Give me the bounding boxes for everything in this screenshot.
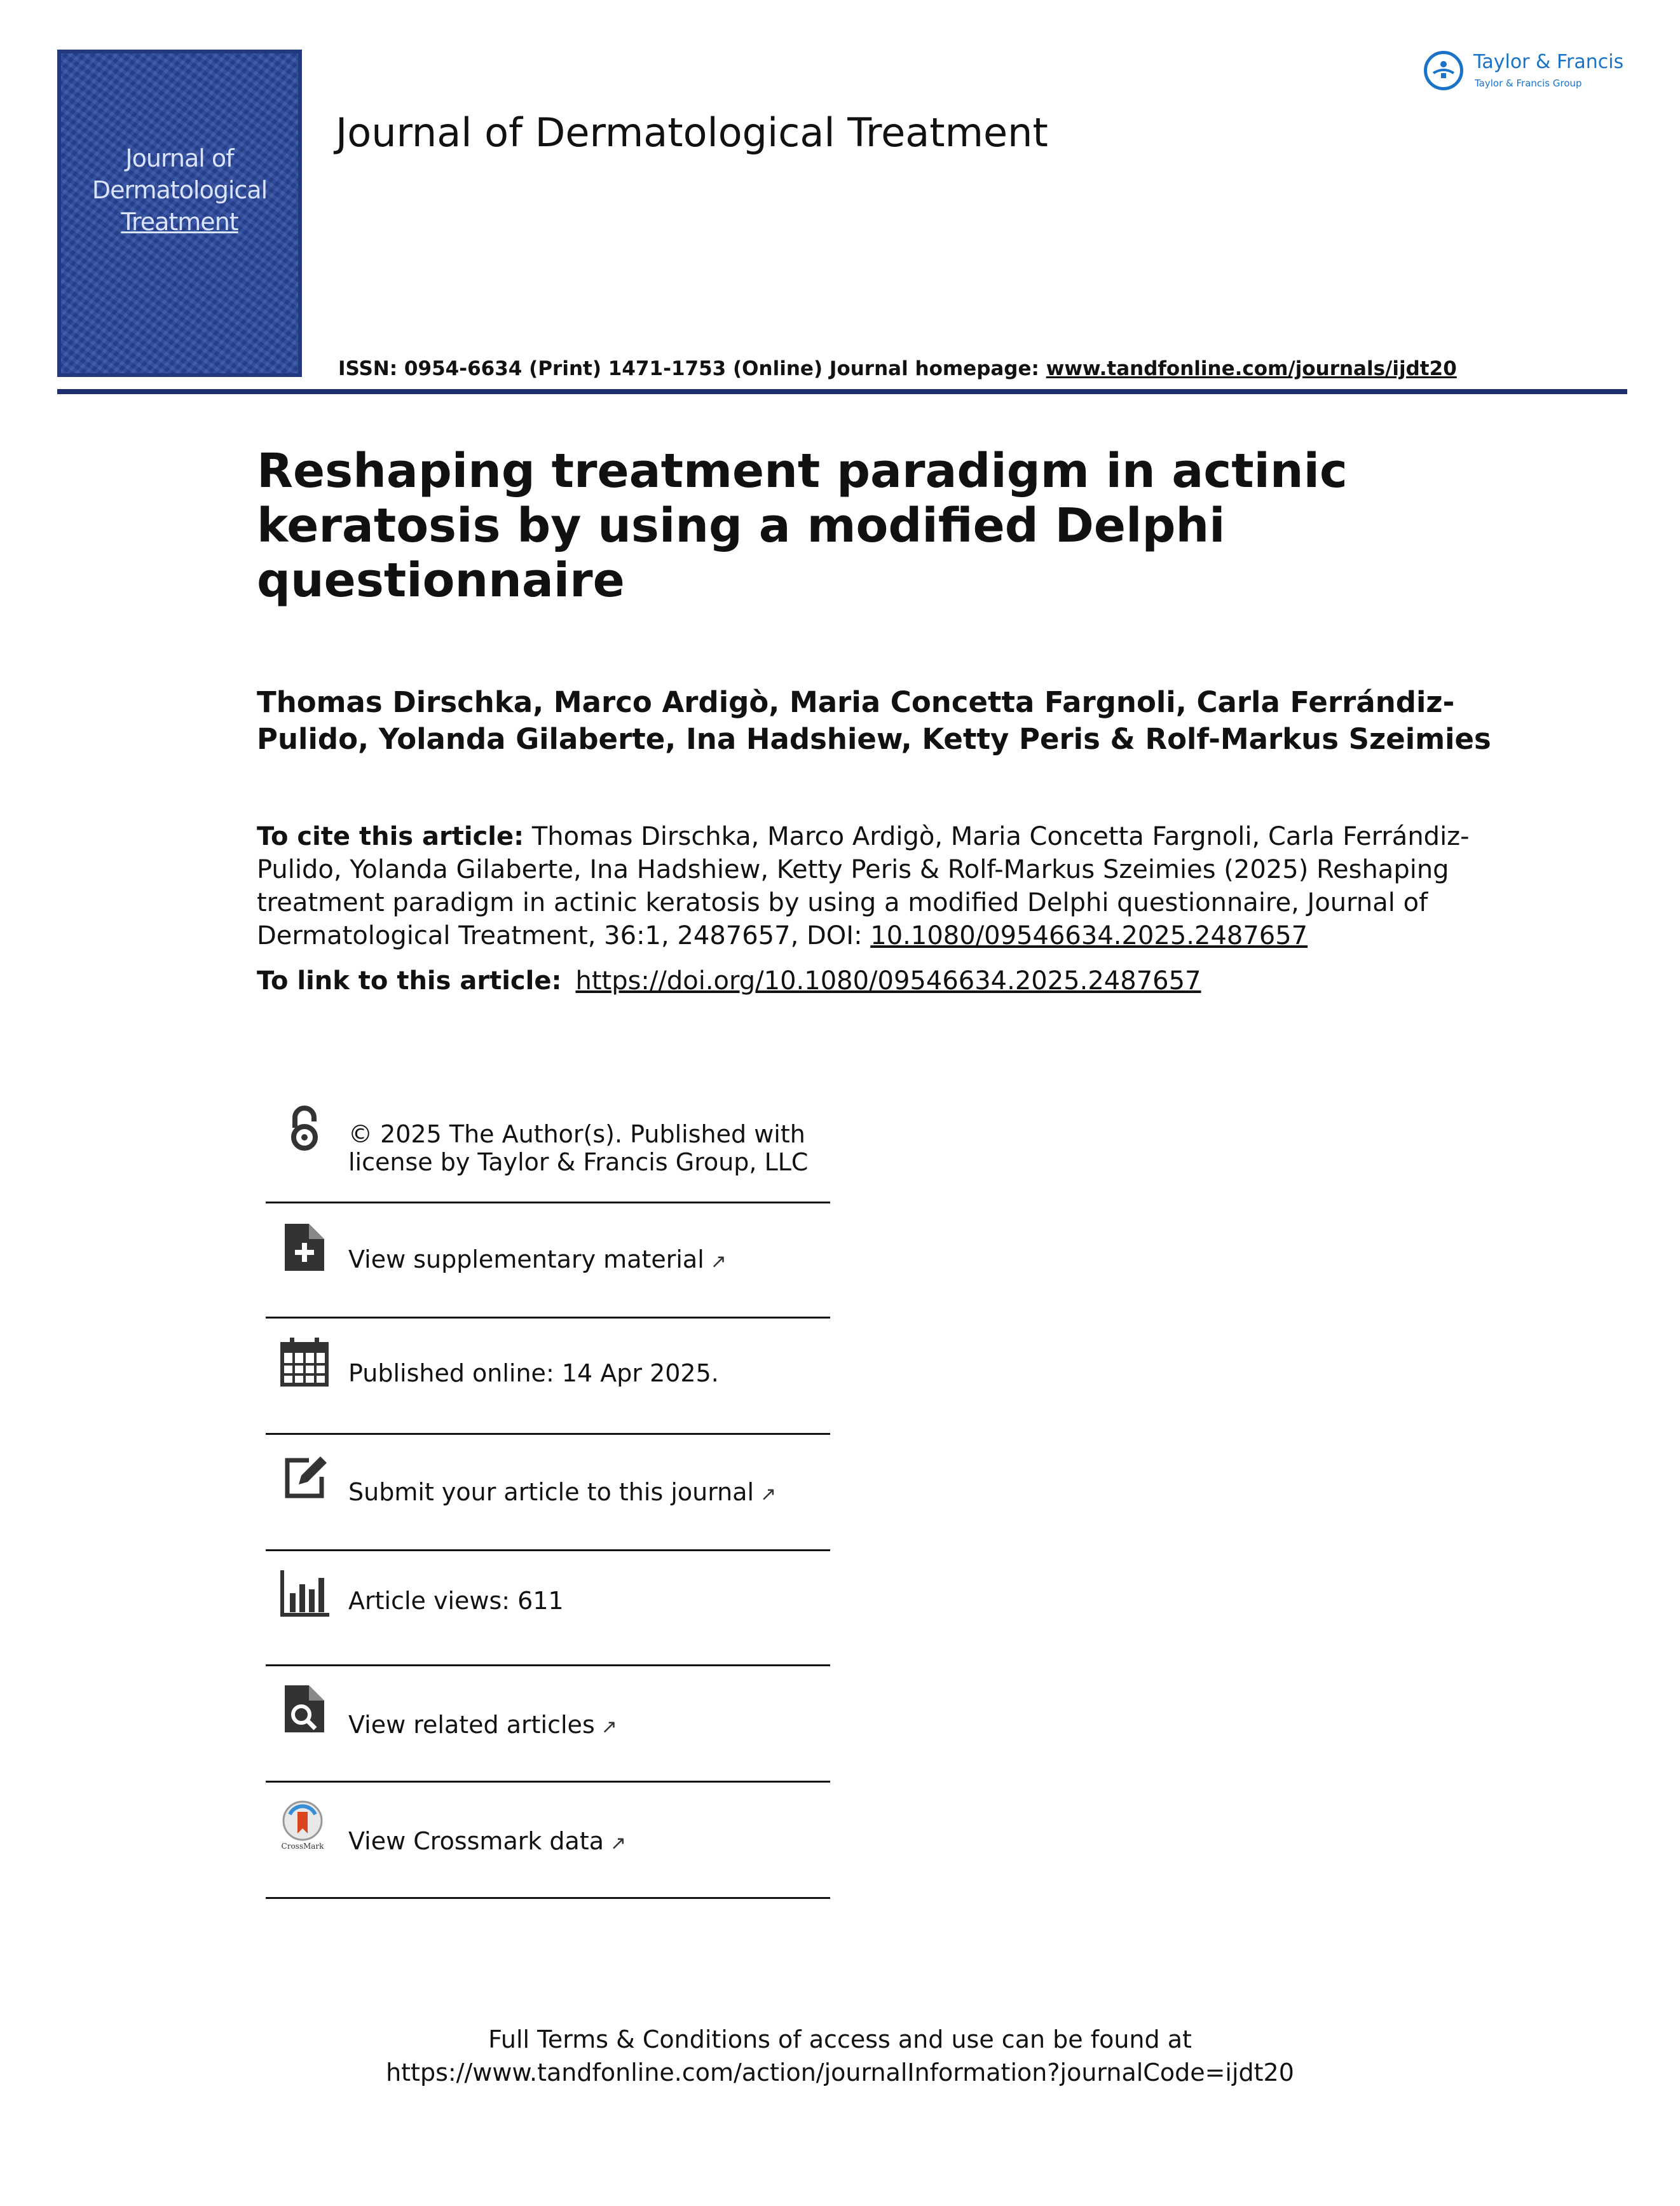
journal-cover-image (57, 50, 302, 377)
footer-terms (0, 2023, 1680, 2089)
citation-doi-link[interactable]: 10.1080/09546634.2025.2487657 (870, 921, 1308, 950)
submit-row[interactable] (266, 1435, 830, 1551)
license-line: © 2025 The Author(s). Published with (348, 1120, 805, 1148)
header-divider (57, 389, 1627, 394)
cover-title (61, 142, 298, 238)
external-link-icon: ↗ (610, 1832, 627, 1854)
publisher-logo-icon (1424, 51, 1463, 90)
publisher-name: Taylor & Francis (1473, 51, 1624, 73)
published-date: Published online: 14 Apr 2025. (348, 1359, 719, 1387)
publisher-subname: Taylor & Francis Group (1475, 78, 1582, 89)
external-link-icon: ↗ (760, 1483, 777, 1505)
citation-label: To cite this article: (257, 822, 524, 851)
bar-chart-icon (278, 1568, 331, 1620)
cover-title-line: Journal of (125, 144, 234, 172)
publisher-logo[interactable] (1424, 48, 1627, 99)
external-link-icon: ↗ (710, 1250, 727, 1273)
related-articles-link[interactable]: View related articles (348, 1711, 595, 1739)
supplementary-row[interactable] (266, 1203, 830, 1319)
article-info-list (266, 1093, 830, 1899)
related-search-icon (278, 1683, 331, 1735)
journal-homepage-link[interactable]: www.tandfonline.com/journals/ijdt20 (1046, 357, 1457, 380)
published-row (266, 1319, 830, 1435)
cover-title-line: Dermatological (92, 176, 268, 204)
issn-text: ISSN: 0954-6634 (Print) 1471-1753 (Online) Journal homepage: (338, 357, 1046, 380)
related-row[interactable] (266, 1666, 830, 1783)
article-title: Reshaping treatment paradigm in actinic keratosis by using a modified Delphi questionnaire (257, 444, 1348, 608)
crossmark-link[interactable]: View Crossmark data (348, 1827, 604, 1855)
views-row (266, 1551, 830, 1666)
crossmark-icon (278, 1799, 331, 1851)
license-row (266, 1093, 830, 1203)
supplementary-icon (278, 1221, 331, 1273)
article-views: Article views: 611 (348, 1587, 564, 1615)
calendar-icon (278, 1335, 331, 1387)
article-link-label: To link to this article: (257, 966, 562, 996)
supplementary-link[interactable]: View supplementary material (348, 1245, 704, 1273)
license-text (348, 1120, 808, 1176)
crossmark-row[interactable] (266, 1783, 830, 1899)
citation-block (257, 820, 1496, 952)
article-authors: Thomas Dirschka, Marco Ardigò, Maria Concetta Fargnoli, Carla Ferrándiz-Pulido, Yolanda Gilaberte, Ina Hadshiew, Ketty Peris & Rolf-Markus Szeimies (257, 685, 1491, 756)
footer-terms-link[interactable]: https://www.tandfonline.com/action/journalInformation?journalCode=ijdt20 (386, 2059, 1294, 2086)
submit-article-link[interactable]: Submit your article to this journal (348, 1478, 755, 1506)
issn-line (338, 357, 1457, 380)
external-link-icon: ↗ (601, 1716, 617, 1738)
open-access-icon (278, 1102, 331, 1154)
footer-line: Full Terms & Conditions of access and use can be found at (488, 2025, 1192, 2053)
edit-icon (278, 1451, 331, 1504)
journal-name: Journal of Dermatological Treatment (336, 109, 1048, 156)
crossmark-logo-text: CrossMark (281, 1842, 324, 1851)
citation-text: Thomas Dirschka, Marco Ardigò, Maria Concetta Fargnoli, Carla Ferrándiz-Pulido, Yolanda Gilaberte, Ina Hadshiew, Ketty Peris & Rolf-Markus Szeimies (2025) Reshaping treatment paradigm in actinic keratosis by using a modified Delphi questionnaire, Journal of Dermatological Treatment, 36:1, 2487657, DOI: (257, 822, 1470, 950)
license-line: license by Taylor & Francis Group, LLC (348, 1148, 809, 1176)
cover-title-line: Treatment (121, 208, 238, 236)
article-link-line (257, 966, 1201, 996)
article-doi-link[interactable]: https://doi.org/10.1080/09546634.2025.2487657 (575, 966, 1201, 996)
